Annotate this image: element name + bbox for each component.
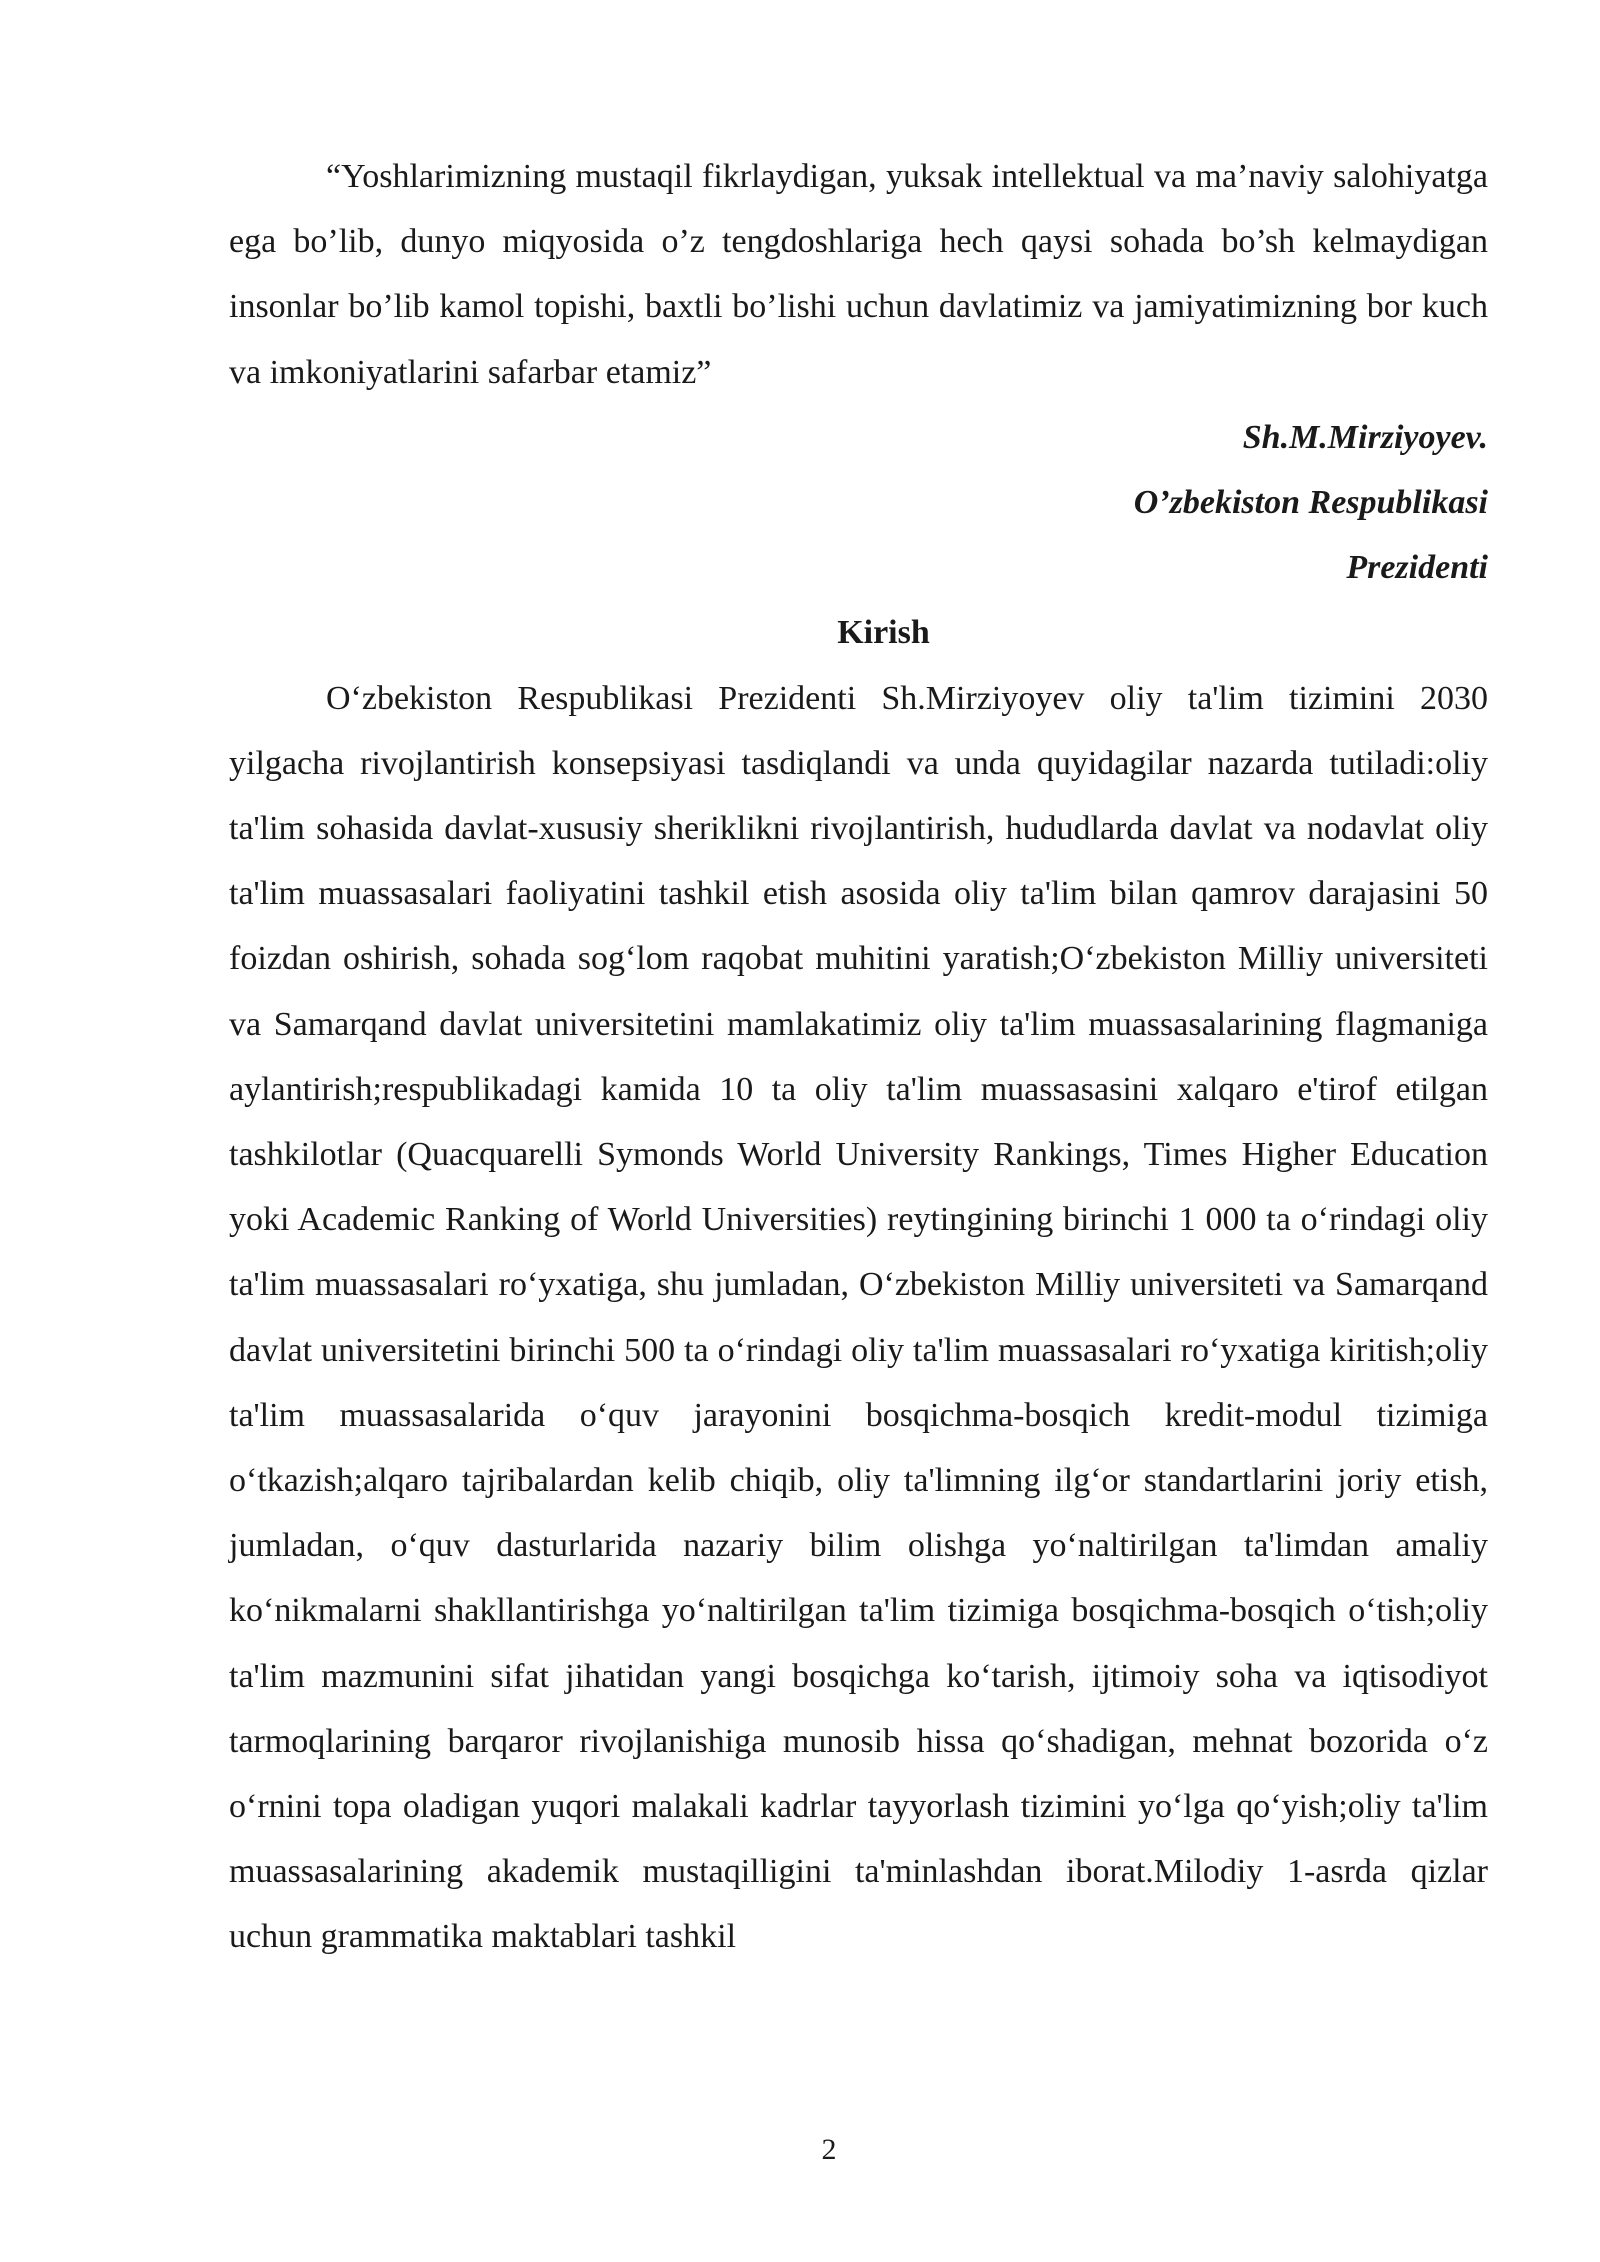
body-paragraph: O‘zbekiston Respublikasi Prezidenti Sh.Mirziyoyev oliy ta'lim tizimini 2030 yilgacha rivojlantirish konsepsiyasi tasdiqlandi va unda quyidagilar nazarda tutiladi:oliy ta'lim sohasida davlat-xususiy sheriklikni rivojlantirish, hududlarda davlat va nodavlat oliy ta'lim muassasalari faoliyatini tashkil etish asosida oliy ta'lim bilan qamrov darajasini 50 foizdan oshirish, sohada sog‘lom raqobat muhitini yaratish;O‘zbekiston Milliy universiteti va Samarqand davlat universitetini mamlakatimiz oliy ta'lim muassasalarining flagmaniga aylantirish;respublikadagi kamida 10 ta oliy ta'lim muassasasini xalqaro e'tirof etilgan tashkilotlar (Quacquarelli Symonds World University Rankings, Times Higher Education yoki Academic Ranking of World Universities) reytingining birinchi 1 000 ta o‘rindagi oliy ta'lim muassasalari ro‘yxatiga, shu jumladan, O‘zbekiston Milliy universiteti va Samarqand davlat universitetini birinchi 500 ta o‘rindagi oliy ta'lim muassasalari ro‘yxatiga kiritish;oliy ta'lim muassasalarida o‘quv jarayonini bosqichma-bosqich kredit-modul tizimiga o‘tkazish;alqaro tajribalardan kelib chiqib, oliy ta'limning ilg‘or standartlarini joriy etish, jumladan, o‘quv dasturlarida nazariy bilim olishga yo‘naltirilgan ta'limdan amaliy ko‘nikmalarni shakllantirishga yo‘naltirilgan ta'lim tizimiga bosqichma-bosqich o‘tish;oliy ta'lim mazmunini sifat jihatidan yangi bosqichga ko‘tarish, ijtimoiy soha va iqtisodiyot tarmoqlarining barqaror rivojlanishiga munosib hissa qo‘shadigan, mehnat bozorida o‘z o‘rnini topa oladigan yuqori malakali kadrlar tayyorlash tizimini yo‘lga qo‘yish;oliy ta'lim muassasalarining akademik mustaqilligini ta'minlashdan iborat.Milodiy 1-asrda qizlar uchun grammatika maktablari tashkil [229,679,1488,1956]
page-content [229,144,1488,1970]
signature-name: Sh.M.Mirziyoyev. [1242,418,1488,456]
page-number: 2 [821,2133,837,2166]
epigraph-quote: “Yoshlarimizning mustaqil fikrlaydigan, yuksak intellektual va ma’naviy salohiyatga ega bo’lib, dunyo miqyosida o’z tengdoshlariga hech qaysi sohada bo’sh kelmaydigan insonlar bo’lib kamol topishi, baxtli bo’lishi uchun davlatimiz va jamiyatimizning bor kuch va imkoniyatlarini safarbar etamiz” [229,158,1488,391]
section-heading: Kirish [837,614,930,652]
signature-country: O’zbekiston Respublikasi [1133,484,1488,522]
signature-title: Prezidenti [1346,549,1488,587]
